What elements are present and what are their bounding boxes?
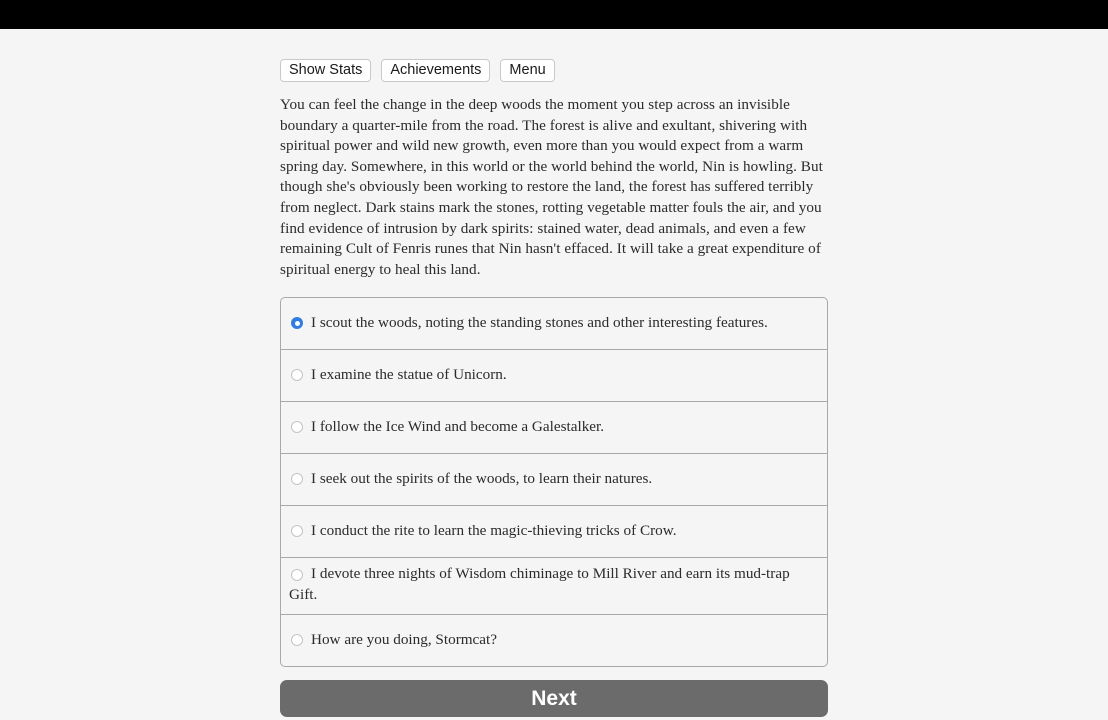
game-content xyxy=(280,59,828,710)
show-stats-button[interactable]: Show Stats xyxy=(280,59,371,82)
choice-option[interactable] xyxy=(281,349,827,401)
menu-button[interactable]: Menu xyxy=(500,59,554,82)
choice-option[interactable] xyxy=(281,453,827,505)
toolbar xyxy=(280,59,828,82)
next-button[interactable]: Next xyxy=(280,680,828,717)
choice-label: I follow the Ice Wind and become a Galestalker. xyxy=(311,418,605,436)
choice-option[interactable] xyxy=(281,614,827,666)
choice-option[interactable] xyxy=(281,298,827,349)
choice-label: I seek out the spirits of the woods, to learn their natures. xyxy=(311,470,653,488)
story-passage: You can feel the change in the deep woods the moment you step across an invisible boundary a quarter-mile from the road. The forest is alive and exultant, shivering with spiritual power and wild new growth, even more than you would expect from a warm spring day. Somewhere, in this world or the world behind the world, Nin is howling. But though she's obviously been working to restore the land, the forest has suffered terribly from neglect. Dark stains mark the stones, rotting vegetable matter fouls the air, and you find evidence of intrusion by dark spirits: stained water, dead animals, and even a few remaining Cult of Fenris runes that Nin hasn't effaced. It will take a great expenditure of spiritual energy to heal this land. xyxy=(280,96,823,278)
radio-icon[interactable] xyxy=(291,421,303,433)
choice-option[interactable] xyxy=(281,557,827,614)
choice-list xyxy=(280,297,828,667)
achievements-button[interactable]: Achievements xyxy=(381,59,490,82)
radio-icon[interactable] xyxy=(291,369,303,381)
choice-label: How are you doing, Stormcat? xyxy=(311,631,498,649)
choice-label: I scout the woods, noting the standing stones and other interesting features. xyxy=(311,314,768,332)
choice-label: I devote three nights of Wisdom chiminage to Mill River and earn its mud-trap Gift. xyxy=(289,565,790,603)
radio-icon[interactable] xyxy=(291,634,303,646)
radio-icon[interactable] xyxy=(291,525,303,537)
choice-label: I examine the statue of Unicorn. xyxy=(311,366,507,384)
radio-icon[interactable] xyxy=(291,473,303,485)
top-bar xyxy=(0,0,1108,29)
radio-selected-icon[interactable] xyxy=(291,317,303,329)
choice-option[interactable] xyxy=(281,401,827,453)
choice-option[interactable] xyxy=(281,505,827,557)
choice-label: I conduct the rite to learn the magic-thieving tricks of Crow. xyxy=(311,522,677,540)
